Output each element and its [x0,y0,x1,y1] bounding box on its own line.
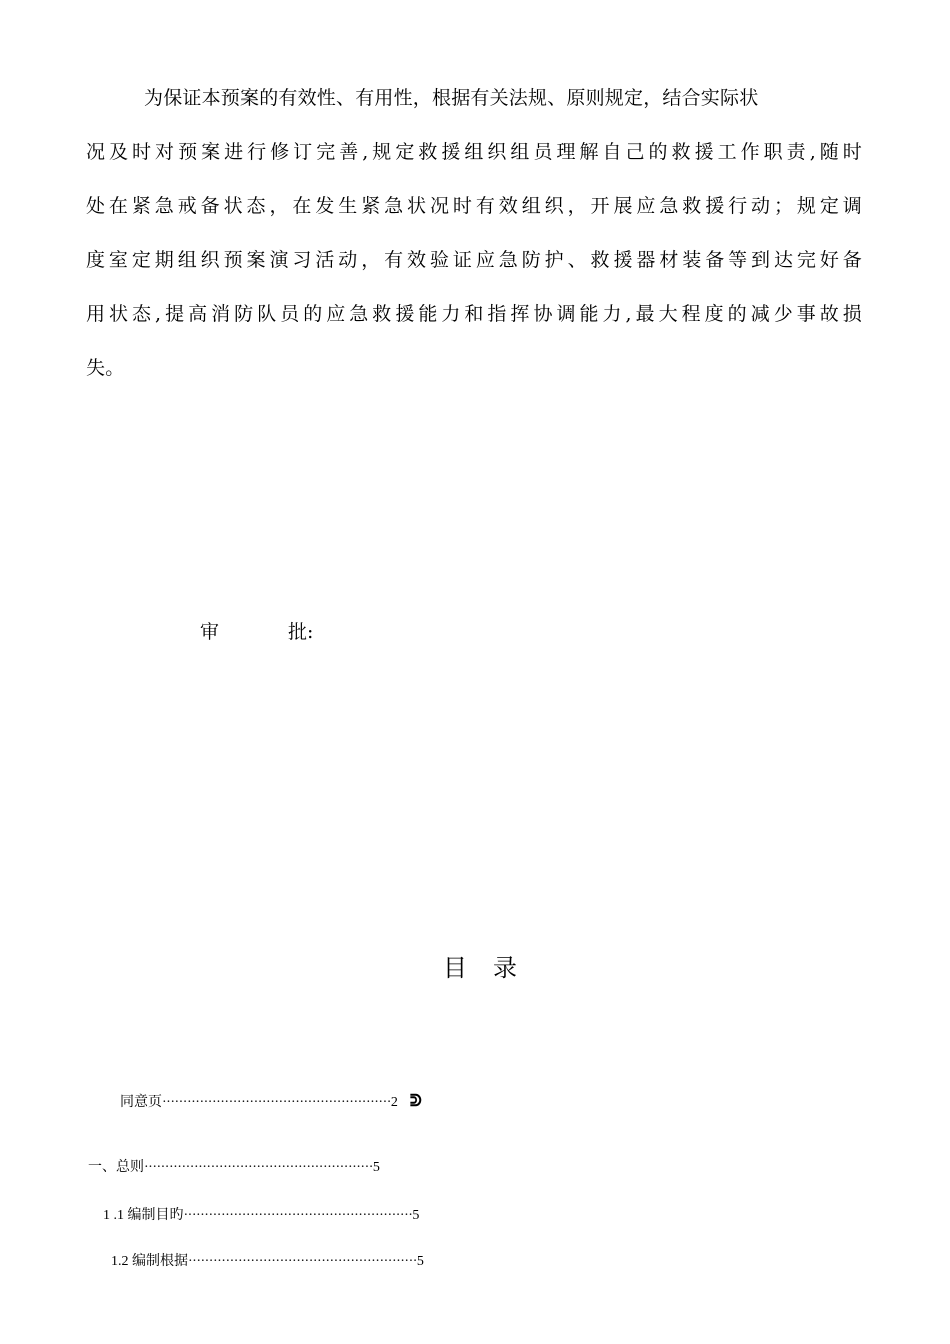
preface-line-5: 用状态,提高消防队员的应急救援能力和指挥协调能力,最大程度的减少事故损 [86,303,862,325]
toc-entry-page: 2 [390,1095,398,1110]
toc-title [443,952,517,984]
toc-entry-label: 1 .1 编制目旳 [103,1208,184,1223]
toc-entry-leader: ······················································· [144,1160,373,1175]
toc-entry-label: 1.2 编制根据 [111,1254,188,1269]
preface-paragraph [86,78,862,402]
toc-title-char1: 目 [443,954,467,982]
toc-entry-approval-page[interactable] [120,1092,422,1113]
preface-line-1: 为保证本预案的有效性、有用性，根据有关法规、原则规定，结合实际状 [144,87,759,109]
toc-entry-page: 5 [412,1208,420,1223]
toc-entry-mark: ᕲ [409,1093,422,1110]
toc-entry-general[interactable] [88,1158,380,1178]
approval-label [200,618,313,646]
toc-entry-basis[interactable] [111,1252,424,1272]
approval-label-part1: 审 [200,621,220,643]
toc-entry-label: 一、总则 [88,1160,144,1175]
approval-label-part2: 批: [288,621,314,643]
toc-entry-leader: ······················································· [188,1254,417,1269]
preface-line-6: 失。 [86,357,125,379]
toc-entry-purpose[interactable] [103,1206,419,1226]
preface-line-4: 度室定期组织预案演习活动，有效验证应急防护、救援器材装备等到达完好备 [86,249,862,271]
toc-entry-page: 5 [372,1160,380,1175]
preface-line-3: 处在紧急戒备状态，在发生紧急状况时有效组织，开展应急救援行动；规定调 [86,195,862,217]
toc-entry-label: 同意页 [120,1095,162,1110]
preface-line-2: 况及时对预案进行修订完善,规定救援组织组员理解自己的救援工作职责,随时 [86,141,862,163]
toc-title-char2: 录 [493,954,517,982]
toc-entry-page: 5 [416,1254,424,1269]
toc-entry-leader: ······················································· [162,1095,391,1110]
toc-entry-leader: ······················································· [183,1208,413,1223]
